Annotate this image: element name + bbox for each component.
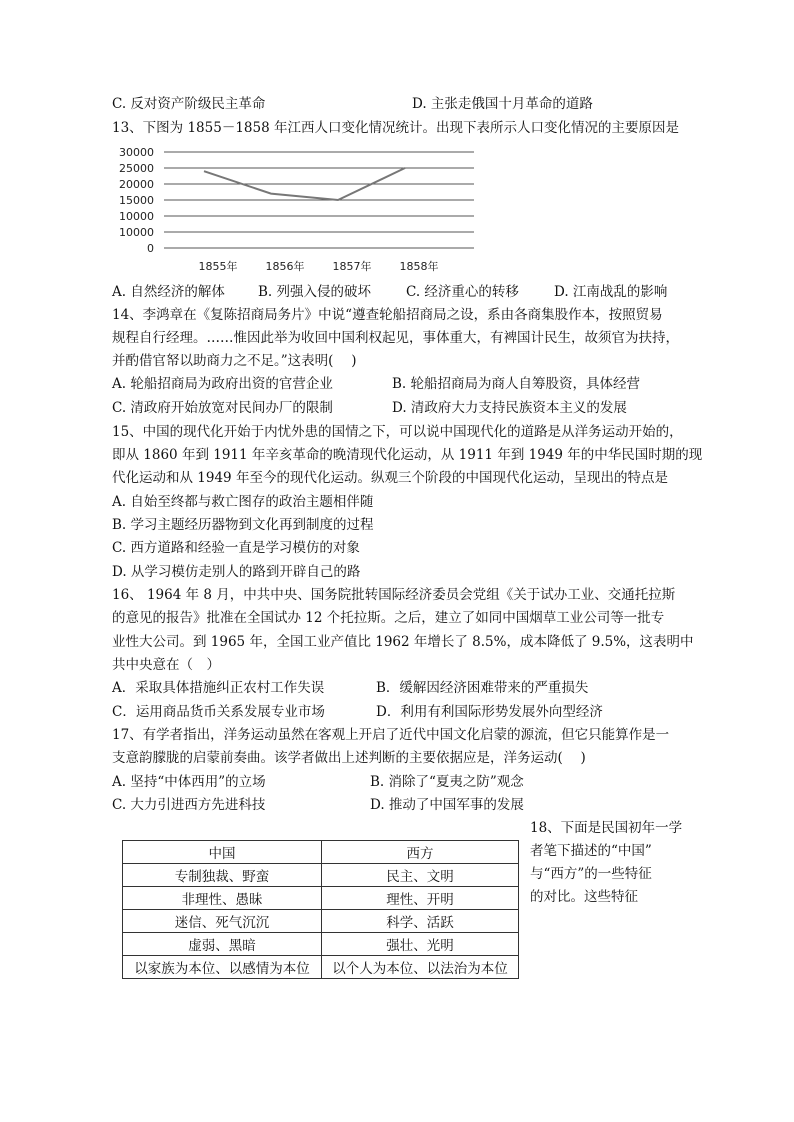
q16-option-b: B．缓解因经济困难带来的严重损失	[376, 680, 589, 696]
x-tick-label: 1857年	[332, 260, 372, 273]
q12-option-c: C. 反对资产阶级民主革命	[112, 96, 266, 112]
q16-option-c: C．运用商品货币关系发展专业市场	[112, 704, 325, 720]
header-china: 中国	[123, 841, 322, 864]
table-header-row	[123, 841, 519, 864]
china-west-comparison-table	[122, 840, 519, 979]
q16-line-1: 16、 1964 年 8 月，中共中央、国务院批转国际经济委员会党组《关于试办工业、交通托拉斯	[112, 587, 676, 603]
q15-option-c: C. 西方道路和经验一直是学习模仿的对象	[112, 540, 360, 556]
q17-line-2: 支意韵朦胧的启蒙前奏曲。该学者做出上述判断的主要依据应是，洋务运动( )	[112, 750, 586, 766]
cell-china: 以家族为本位、以感情为本位	[123, 956, 322, 979]
cell-china: 迷信、死气沉沉	[123, 910, 322, 933]
table-row	[123, 887, 519, 910]
q13-option-c: C. 经济重心的转移	[406, 284, 519, 300]
q14-line-3: 并酌借官帑以助商力之不足。”这表明( )	[112, 353, 357, 369]
table-row	[123, 933, 519, 956]
q18-line-2: 者笔下描述的“中国”	[530, 843, 652, 859]
x-tick-label: 1856年	[265, 260, 305, 273]
y-tick-label: 25000	[119, 162, 154, 175]
table-row	[123, 956, 519, 979]
q16-line-3: 业性大公司。到 1965 年，全国工业产值比 1962 年增长了 8.5%，成本降低了 9.5%，这表明中	[112, 634, 694, 650]
q13-option-a: A. 自然经济的解体	[112, 284, 225, 300]
q15-line-1: 15、中国的现代化开始于内忧外患的国情之下，可以说中国现代化的道路是从洋务运动开始的，	[112, 424, 683, 440]
q17-option-d: D. 推动了中国军事的发展	[370, 797, 524, 813]
q17-line-1: 17、有学者指出，洋务运动虽然在客观上开启了近代中国文化启蒙的源流，但它只能算作是一	[112, 727, 670, 743]
y-tick-label: 10000	[119, 210, 154, 223]
q14-option-d: D. 清政府大力支持民族资本主义的发展	[392, 400, 627, 416]
q13-option-b: B. 列强入侵的破坏	[258, 284, 372, 300]
q14-option-b: B. 轮船招商局为商人自筹股资，具体经营	[392, 376, 641, 392]
q18-line-1: 18、下面是民国初年一学	[530, 820, 683, 836]
q16-line-2: 的意见的报告》批准在全国试办 12 个托拉斯。之后，建立了如同中国烟草工业公司等一批专	[112, 610, 665, 626]
population-line-chart	[112, 142, 492, 278]
q17-option-a: A. 坚持“中体西用”的立场	[112, 774, 266, 790]
q18-line-3: 与“西方”的一些特征	[530, 866, 652, 882]
q13-stem: 13、下图为 1855－1858 年江西人口变化情况统计。出现下表所示人口变化情况的主要原因是	[112, 120, 679, 136]
q13-option-d: D. 江南战乱的影响	[554, 284, 668, 300]
q14-option-c: C. 清政府开始放宽对民间办厂的限制	[112, 400, 333, 416]
q15-option-a: A. 自始至终都与救亡图存的政治主题相伴随	[112, 494, 374, 510]
y-tick-label: 0	[147, 242, 154, 255]
x-tick-label: 1855年	[198, 260, 238, 273]
table-row	[123, 910, 519, 933]
q15-option-b: B. 学习主题经历器物到文化再到制度的过程	[112, 517, 374, 533]
q14-line-2: 规程自行经理。……惟因此举为收回中国利权起见，事体重大，有裨国计民生，故须官为扶持，	[112, 330, 679, 346]
cell-west: 以个人为本位、以法治为本位	[322, 956, 519, 979]
cell-west: 民主、文明	[322, 864, 519, 887]
q15-line-2: 即从 1860 年到 1911 年辛亥革命的晚清现代化运动，从 1911 年到 1949 年的中华民国时期的现	[112, 447, 703, 463]
q14-line-1: 14、李鸿章在《复陈招商局务片》中说“遵查轮船招商局之设，系由各商集股作本，按照贸易	[112, 307, 663, 323]
y-tick-label: 15000	[119, 194, 154, 207]
cell-china: 专制独裁、野蛮	[123, 864, 322, 887]
x-tick-label: 1858年	[399, 260, 439, 273]
y-tick-label: 20000	[119, 178, 154, 191]
q16-line-4: 共中央意在（ ）	[112, 657, 220, 673]
cell-west: 强壮、光明	[322, 933, 519, 956]
q14-option-a: A. 轮船招商局为政府出资的官营企业	[112, 376, 333, 392]
cell-china: 非理性、愚昧	[123, 887, 322, 910]
q16-option-a: A．采取具体措施纠正农村工作失误	[112, 680, 325, 696]
q16-option-d: D．利用有利国际形势发展外向型经济	[376, 704, 603, 720]
y-tick-label: 10000	[119, 226, 154, 239]
cell-west: 科学、活跃	[322, 910, 519, 933]
q15-line-3: 代化运动和从 1949 年至今的现代化运动。纵观三个阶段的中国现代化运动，呈现出的特点是	[112, 470, 668, 486]
q12-option-d: D. 主张走俄国十月革命的道路	[412, 96, 593, 112]
q15-option-d: D. 从学习模仿走别人的路到开辟自己的路	[112, 564, 361, 580]
header-west: 西方	[322, 841, 519, 864]
table-row	[123, 864, 519, 887]
q17-option-b: B. 消除了“夏夷之防”观念	[370, 774, 524, 790]
cell-china: 虚弱、黑暗	[123, 933, 322, 956]
q18-line-4: 的对比。这些特征	[530, 889, 638, 905]
y-tick-label: 30000	[119, 146, 154, 159]
cell-west: 理性、开明	[322, 887, 519, 910]
q17-option-c: C. 大力引进西方先进科技	[112, 797, 266, 813]
